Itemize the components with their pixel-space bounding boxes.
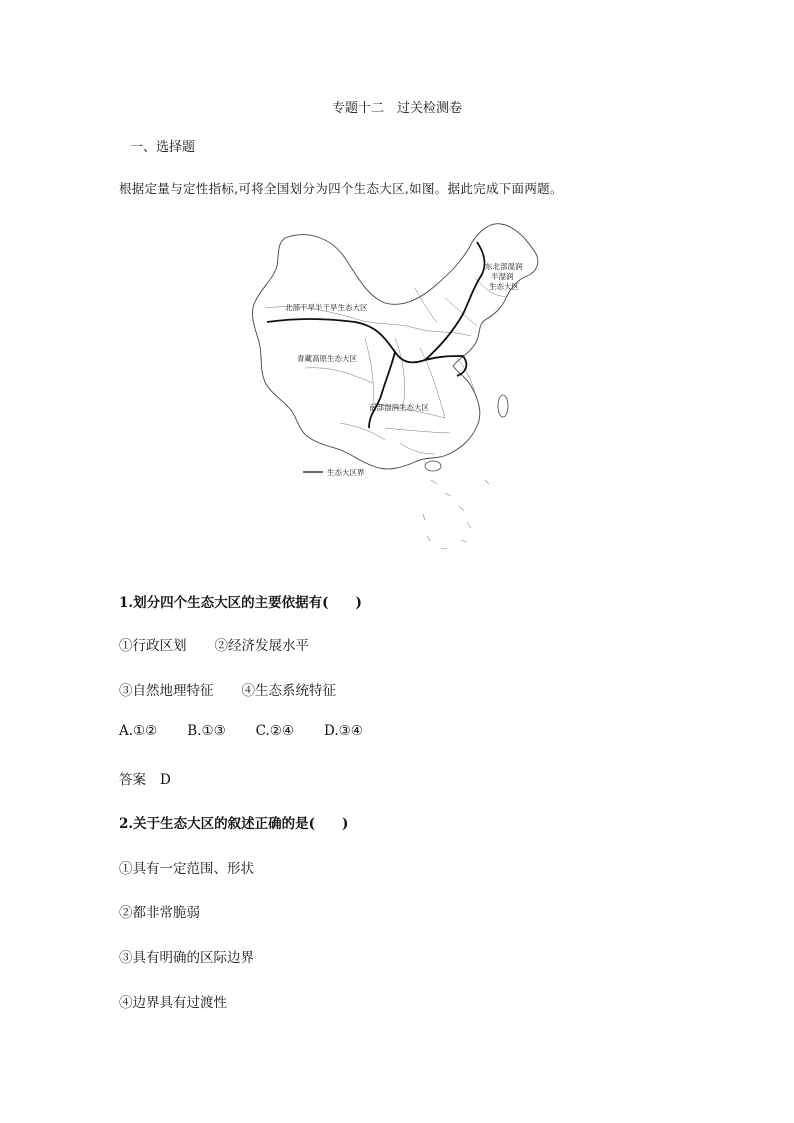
china-eco-region-map xyxy=(245,218,545,563)
answer-value: D xyxy=(160,772,171,788)
q1-option-4: ④生态系统特征 xyxy=(241,683,336,699)
q1-choice-a: A.①② xyxy=(119,723,158,739)
label-northeast-line2: 半湿润 xyxy=(491,272,514,281)
q2-option-2: ②都非常脆弱 xyxy=(119,905,200,921)
q1-option-3: ③自然地理特征 xyxy=(119,683,214,699)
label-south-region: 南部湿润生态大区 xyxy=(369,403,429,412)
q2-option-1: ①具有一定范围、形状 xyxy=(119,861,254,877)
q2-option-4: ④边界具有过渡性 xyxy=(119,995,227,1011)
question-1-answer xyxy=(119,768,171,788)
q1-choice-b: B.①③ xyxy=(187,723,226,739)
q1-option-1: ①行政区划 xyxy=(119,638,187,654)
answer-label: 答案 xyxy=(119,772,146,788)
question-1-choices xyxy=(119,723,363,739)
section-heading: 一、选择题 xyxy=(130,140,196,155)
question-1-stem: 1.划分四个生态大区的主要依据有( ) xyxy=(119,595,362,611)
q1-choice-d: D.③④ xyxy=(324,723,363,739)
legend-label: 生态大区界 xyxy=(327,468,365,477)
question-1-options-row1 xyxy=(119,634,309,654)
question-1-options-row2 xyxy=(119,679,336,699)
hainan-island xyxy=(425,461,441,471)
label-northeast-line3: 生态大区 xyxy=(489,282,519,291)
page-title: 专题十二 过关检测卷 xyxy=(331,101,462,116)
question-2-stem: 2.关于生态大区的叙述正确的是( ) xyxy=(119,816,349,832)
q2-option-3: ③具有明确的区际边界 xyxy=(119,950,254,966)
country-outline xyxy=(252,224,537,469)
q1-option-2: ②经济发展水平 xyxy=(214,638,309,654)
label-northeast-line1: 东北部湿润 xyxy=(485,262,523,271)
label-north-region: 北部干旱半干旱生态大区 xyxy=(285,303,368,312)
taiwan-island xyxy=(498,395,508,417)
south-sea-islands xyxy=(423,480,489,549)
label-qingzang-region: 青藏高原生态大区 xyxy=(297,354,357,363)
question-intro: 根据定量与定性指标,可将全国划分为四个生态大区,如图。据此完成下面两题。 xyxy=(119,181,563,196)
q1-choice-c: C.②④ xyxy=(255,723,295,739)
